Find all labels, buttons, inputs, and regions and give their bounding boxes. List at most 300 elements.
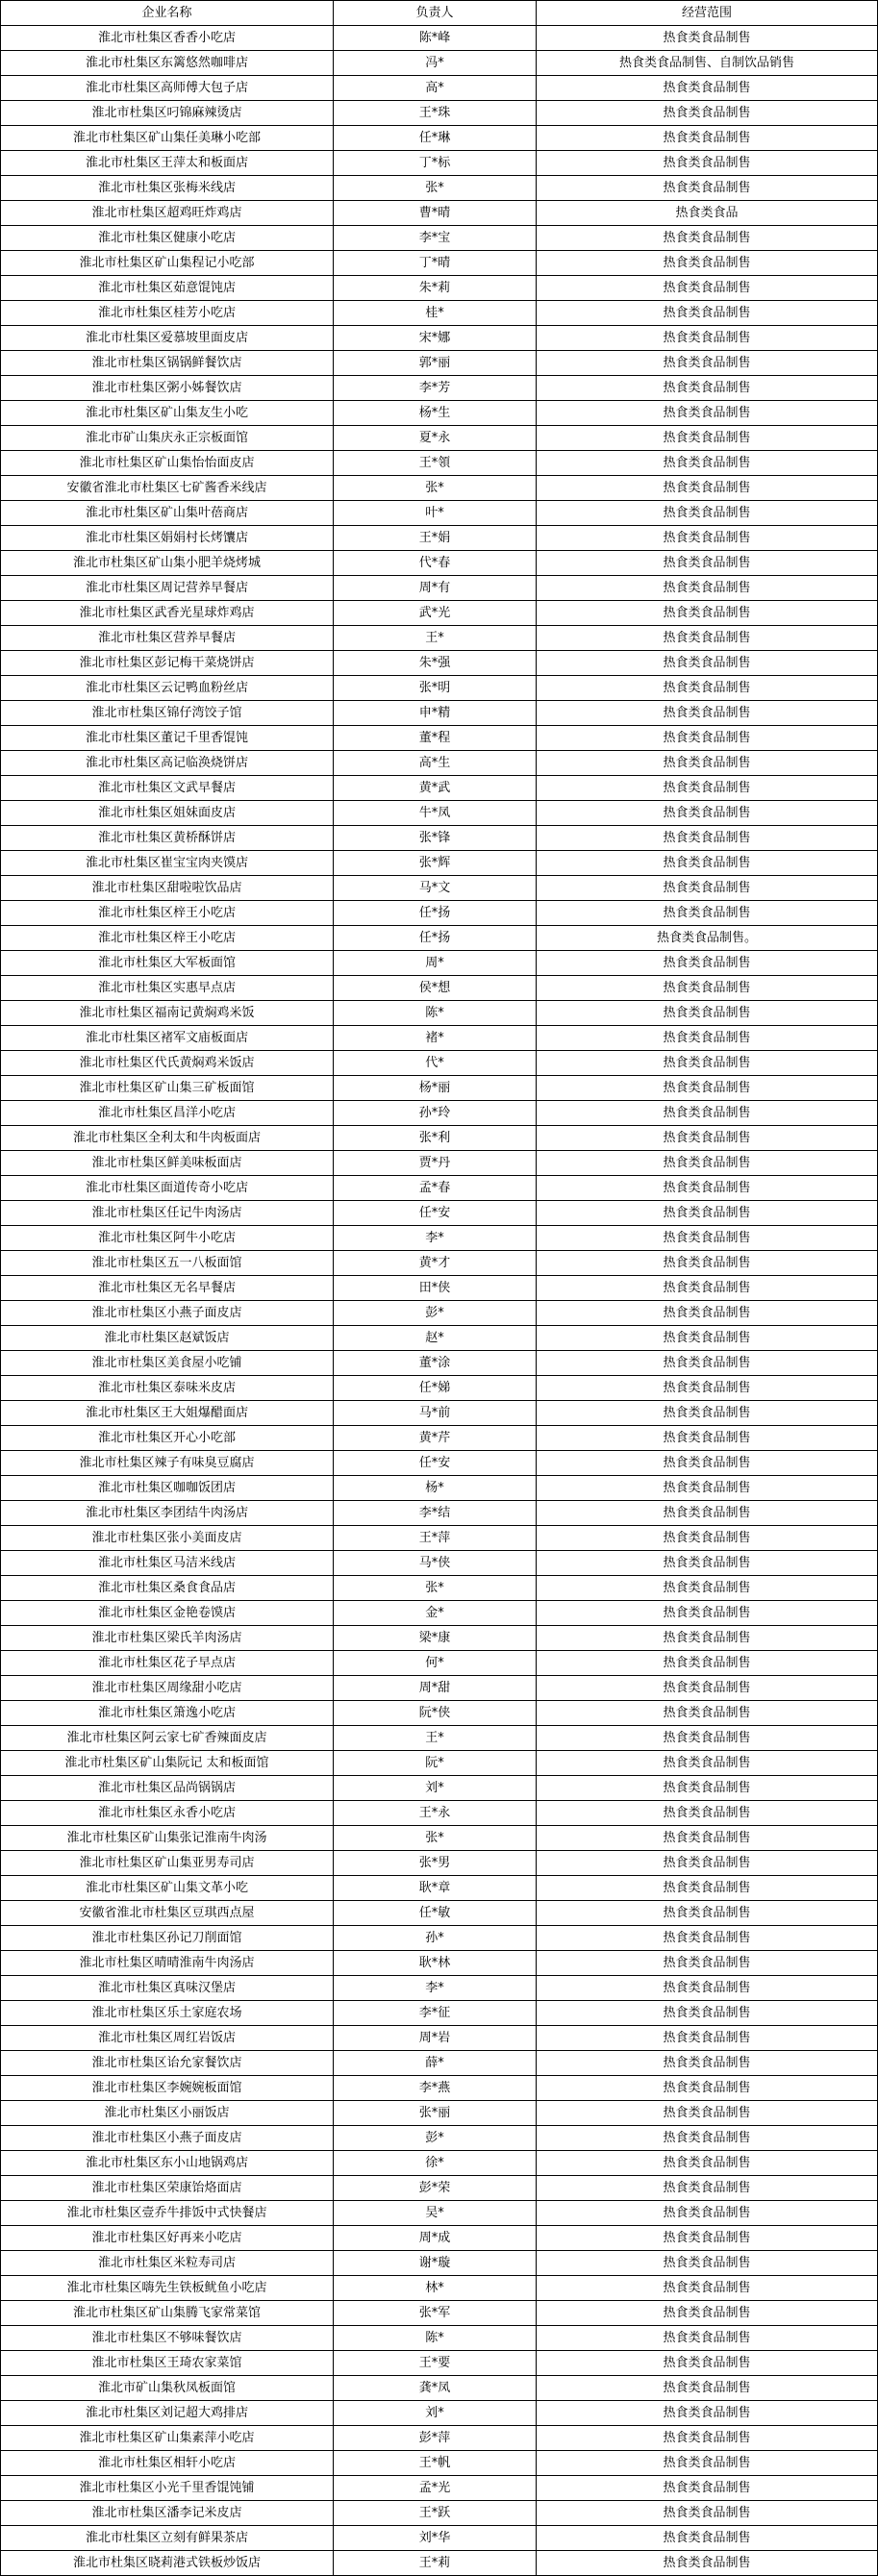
table-row [1,751,878,776]
business-scope-cell: 热食类食品制售 [537,2251,878,2276]
business-name-cell: 淮北市杜集区黄桥酥饼店 [1,826,334,851]
person-in-charge-cell: 彭* [334,2126,537,2151]
business-scope-cell: 热食类食品制售 [537,1051,878,1076]
business-scope-cell: 热食类食品制售 [537,2126,878,2151]
business-name-cell: 淮北市杜集区矿山集亚男寿司店 [1,1851,334,1876]
table-row [1,676,878,701]
table-row [1,226,878,251]
business-name-cell: 淮北市杜集区花子早点店 [1,1651,334,1676]
person-in-charge-cell: 李*宝 [334,226,537,251]
table-row [1,1801,878,1826]
header-person-in-charge: 负责人 [334,1,537,26]
table-row [1,1926,878,1951]
business-name-cell: 淮北市杜集区咖咖饭团店 [1,1476,334,1501]
person-in-charge-cell: 牛*凤 [334,801,537,826]
table-row [1,526,878,551]
business-name-cell: 淮北市杜集区董记千里香馄饨 [1,726,334,751]
business-scope-cell: 热食类食品制售 [537,1251,878,1276]
table-row [1,501,878,526]
table-row [1,1351,878,1376]
person-in-charge-cell: 王* [334,1726,537,1751]
table-row [1,376,878,401]
business-scope-cell: 热食类食品制售 [537,2376,878,2401]
business-scope-cell: 热食类食品制售 [537,826,878,851]
business-name-cell: 淮北市杜集区云记鸭血粉丝店 [1,676,334,701]
business-name-cell: 淮北市杜集区张小美面皮店 [1,1526,334,1551]
business-scope-cell: 热食类食品制售 [537,2051,878,2076]
person-in-charge-cell: 张*军 [334,2301,537,2326]
table-row [1,2376,878,2401]
business-name-cell: 淮北市杜集区晓莉港式铁板炒饭店 [1,2551,334,2576]
business-scope-cell: 热食类食品制售 [537,1751,878,1776]
person-in-charge-cell: 孟*春 [334,1176,537,1201]
table-row [1,326,878,351]
business-name-cell: 淮北市杜集区东篱悠然咖啡店 [1,51,334,76]
business-name-cell: 淮北市杜集区梓王小吃店 [1,901,334,926]
table-row [1,2251,878,2276]
business-name-cell: 淮北市矿山集庆永正宗板面馆 [1,426,334,451]
table-row [1,126,878,151]
person-in-charge-cell: 宋*娜 [334,326,537,351]
business-name-cell: 淮北市杜集区矿山集阮记 太和板面馆 [1,1751,334,1776]
business-name-cell: 淮北市杜集区周缘甜小吃店 [1,1676,334,1701]
person-in-charge-cell: 何* [334,1651,537,1676]
table-row [1,551,878,576]
person-in-charge-cell: 冯* [334,51,537,76]
table-row [1,1326,878,1351]
business-name-cell: 淮北市杜集区福南记黄焖鸡米饭 [1,1001,334,1026]
person-in-charge-cell: 侯*想 [334,976,537,1001]
business-name-cell: 淮北市杜集区崔宝宝肉夹馍店 [1,851,334,876]
business-name-cell: 淮北市杜集区阿云家七矿香辣面皮店 [1,1726,334,1751]
business-name-cell: 淮北市杜集区香香小吃店 [1,26,334,51]
person-in-charge-cell: 王*萍 [334,1526,537,1551]
business-scope-cell: 热食类食品制售 [537,1851,878,1876]
business-name-cell: 淮北市杜集区五一八板面馆 [1,1251,334,1276]
business-scope-cell: 热食类食品制售 [537,1901,878,1926]
table-row [1,1501,878,1526]
person-in-charge-cell: 任*扬 [334,926,537,951]
business-scope-cell: 热食类食品制售 [537,1351,878,1376]
table-row [1,626,878,651]
person-in-charge-cell: 贾*丹 [334,1151,537,1176]
person-in-charge-cell: 王* [334,626,537,651]
table-row [1,26,878,51]
business-scope-cell: 热食类食品制售 [537,1226,878,1251]
person-in-charge-cell: 马*文 [334,876,537,901]
business-name-cell: 淮北市杜集区矿山集腾飞家常菜馆 [1,2301,334,2326]
business-name-cell: 淮北市杜集区王琦农家菜馆 [1,2351,334,2376]
business-name-cell: 淮北市杜集区马洁米线店 [1,1551,334,1576]
header-business-scope: 经营范围 [537,1,878,26]
business-name-cell: 淮北市杜集区小燕子面皮店 [1,2126,334,2151]
business-scope-cell: 热食类食品制售 [537,1601,878,1626]
business-scope-cell: 热食类食品制售 [537,601,878,626]
business-scope-cell: 热食类食品制售 [537,1301,878,1326]
table-row [1,2326,878,2351]
business-scope-cell: 热食类食品制售 [537,1376,878,1401]
table-row [1,1126,878,1151]
person-in-charge-cell: 彭* [334,1301,537,1326]
business-scope-cell: 热食类食品制售 [537,351,878,376]
business-scope-cell: 热食类食品制售 [537,126,878,151]
business-name-cell: 淮北市杜集区实惠早点店 [1,976,334,1001]
business-scope-cell: 热食类食品制售 [537,1026,878,1051]
business-name-cell: 淮北市杜集区甜啦啦饮品店 [1,876,334,901]
business-scope-cell: 热食类食品制售 [537,2226,878,2251]
person-in-charge-cell: 杨*生 [334,401,537,426]
table-row [1,901,878,926]
table-row [1,201,878,226]
person-in-charge-cell: 金* [334,1601,537,1626]
business-name-cell: 淮北市杜集区李婉婉板面馆 [1,2076,334,2101]
business-scope-cell: 热食类食品制售 [537,2326,878,2351]
business-name-cell: 淮北市杜集区粥小姊餐饮店 [1,376,334,401]
business-scope-cell: 热食类食品制售 [537,1451,878,1476]
business-scope-cell: 热食类食品制售 [537,851,878,876]
business-scope-cell: 热食类食品制售 [537,1876,878,1901]
person-in-charge-cell: 申*精 [334,701,537,726]
business-scope-cell: 热食类食品制售 [537,2451,878,2476]
person-in-charge-cell: 黄*芹 [334,1426,537,1451]
person-in-charge-cell: 王*永 [334,1801,537,1826]
person-in-charge-cell: 耿*林 [334,1951,537,1976]
business-name-cell: 淮北市杜集区周红岩饭店 [1,2026,334,2051]
person-in-charge-cell: 林* [334,2276,537,2301]
person-in-charge-cell: 代* [334,1051,537,1076]
business-name-cell: 淮北市杜集区壹乔牛排饭中式快餐店 [1,2201,334,2226]
table-row [1,2076,878,2101]
business-scope-cell: 热食类食品制售 [537,376,878,401]
person-in-charge-cell: 李*燕 [334,2076,537,2101]
table-row [1,1876,878,1901]
business-name-cell: 淮北市杜集区矿山集张记淮南牛肉汤 [1,1826,334,1851]
person-in-charge-cell: 张*男 [334,1851,537,1876]
person-in-charge-cell: 张*辉 [334,851,537,876]
business-name-cell: 淮北市杜集区东小山地锅鸡店 [1,2151,334,2176]
business-name-cell: 淮北市杜集区永香小吃店 [1,1801,334,1826]
business-name-cell: 淮北市杜集区梁氏羊肉汤店 [1,1626,334,1651]
table-row [1,2151,878,2176]
business-scope-cell: 热食类食品制售 [537,976,878,1001]
person-in-charge-cell: 任*扬 [334,901,537,926]
table-row [1,2051,878,2076]
person-in-charge-cell: 任*安 [334,1201,537,1226]
business-name-cell: 淮北市杜集区小丽饭店 [1,2101,334,2126]
person-in-charge-cell: 杨* [334,1476,537,1501]
business-name-cell: 淮北市杜集区桑食食品店 [1,1576,334,1601]
table-row [1,926,878,951]
table-row [1,351,878,376]
business-name-cell: 淮北市杜集区嗨先生铁板鱿鱼小吃店 [1,2276,334,2301]
business-scope-cell: 热食类食品制售 [537,1401,878,1426]
table-row [1,76,878,101]
business-scope-cell: 热食类食品制售 [537,751,878,776]
business-scope-cell: 热食类食品制售 [537,626,878,651]
business-name-cell: 淮北市杜集区梓王小吃店 [1,926,334,951]
business-name-cell: 淮北市杜集区小光千里香馄饨铺 [1,2476,334,2501]
table-header-row [1,1,878,26]
business-name-cell: 淮北市杜集区锅锅鲜餐饮店 [1,351,334,376]
person-in-charge-cell: 任*琳 [334,126,537,151]
table-row [1,401,878,426]
business-name-cell: 淮北市杜集区赵斌饭店 [1,1326,334,1351]
business-name-cell: 淮北市杜集区不够味餐饮店 [1,2326,334,2351]
business-name-cell: 淮北市杜集区刘记超大鸡排店 [1,2401,334,2426]
business-scope-cell: 热食类食品制售 [537,2301,878,2326]
person-in-charge-cell: 吴* [334,2201,537,2226]
person-in-charge-cell: 梁*康 [334,1626,537,1651]
person-in-charge-cell: 周*甜 [334,1676,537,1701]
business-scope-cell: 热食类食品制售 [537,1151,878,1176]
table-row [1,2351,878,2376]
person-in-charge-cell: 薛* [334,2051,537,2076]
table-row [1,2001,878,2026]
business-scope-cell: 热食类食品制售 [537,1101,878,1126]
person-in-charge-cell: 彭*萍 [334,2426,537,2451]
business-scope-cell: 热食类食品制售 [537,226,878,251]
business-scope-cell: 热食类食品制售 [537,1426,878,1451]
business-name-cell: 淮北市杜集区褚军文庙板面店 [1,1026,334,1051]
table-row [1,1701,878,1726]
table-row [1,276,878,301]
table-row [1,1551,878,1576]
table-row [1,1751,878,1776]
person-in-charge-cell: 张* [334,1826,537,1851]
business-scope-cell: 热食类食品制售 [537,1551,878,1576]
business-scope-cell: 热食类食品制售 [537,251,878,276]
person-in-charge-cell: 陈* [334,1001,537,1026]
business-name-cell: 淮北市杜集区无名早餐店 [1,1276,334,1301]
person-in-charge-cell: 王*跃 [334,2501,537,2526]
table-row [1,2476,878,2501]
business-name-cell: 淮北市杜集区矿山集任美琳小吃部 [1,126,334,151]
person-in-charge-cell: 褚* [334,1026,537,1051]
business-name-cell: 淮北市杜集区矿山集小肥羊烧烤城 [1,551,334,576]
business-scope-cell: 热食类食品制售 [537,1176,878,1201]
business-scope-cell: 热食类食品制售 [537,1726,878,1751]
table-row [1,2226,878,2251]
table-row [1,851,878,876]
person-in-charge-cell: 孙* [334,1926,537,1951]
business-name-cell: 淮北市杜集区叼锦麻辣烫店 [1,101,334,126]
table-row [1,801,878,826]
business-name-cell: 淮北市杜集区小燕子面皮店 [1,1301,334,1326]
table-row [1,1476,878,1501]
table-row [1,51,878,76]
table-row [1,476,878,501]
business-scope-cell: 热食类食品制售 [537,2201,878,2226]
business-scope-cell: 热食类食品制售 [537,1701,878,1726]
business-scope-cell: 热食类食品制售 [537,426,878,451]
person-in-charge-cell: 夏*永 [334,426,537,451]
person-in-charge-cell: 代*春 [334,551,537,576]
business-scope-cell: 热食类食品制售 [537,1501,878,1526]
business-name-cell: 淮北市杜集区好再来小吃店 [1,2226,334,2251]
business-scope-cell: 热食类食品制售 [537,2526,878,2551]
business-scope-cell: 热食类食品制售 [537,526,878,551]
person-in-charge-cell: 李*芳 [334,376,537,401]
business-scope-cell: 热食类食品制售 [537,276,878,301]
business-name-cell: 淮北市杜集区任记牛肉汤店 [1,1201,334,1226]
table-row [1,701,878,726]
person-in-charge-cell: 朱*莉 [334,276,537,301]
business-scope-cell: 热食类食品制售 [537,476,878,501]
person-in-charge-cell: 张* [334,476,537,501]
business-name-cell: 淮北市杜集区美食屋小吃铺 [1,1351,334,1376]
business-name-cell: 淮北市杜集区张梅米线店 [1,176,334,201]
business-name-cell: 淮北市杜集区矿山集三矿板面馆 [1,1076,334,1101]
table-row [1,1251,878,1276]
business-name-cell: 淮北市矿山集秋凤板面馆 [1,2376,334,2401]
business-name-cell: 淮北市杜集区文武早餐店 [1,776,334,801]
table-row [1,1026,878,1051]
person-in-charge-cell: 黄*武 [334,776,537,801]
business-scope-cell: 热食类食品制售 [537,2501,878,2526]
person-in-charge-cell: 陈* [334,2326,537,2351]
business-scope-cell: 热食类食品制售 [537,2076,878,2101]
business-name-cell: 淮北市杜集区金艳卷馍店 [1,1601,334,1626]
business-scope-cell: 热食类食品制售 [537,301,878,326]
business-name-cell: 淮北市杜集区泰味米皮店 [1,1376,334,1401]
table-row [1,2101,878,2126]
business-scope-cell: 热食类食品制售 [537,101,878,126]
business-scope-cell: 热食类食品制售 [537,1476,878,1501]
business-scope-cell: 热食类食品制售 [537,451,878,476]
table-row [1,2301,878,2326]
business-scope-cell: 热食类食品制售 [537,2176,878,2201]
table-row [1,726,878,751]
business-scope-cell: 热食类食品制售 [537,151,878,176]
business-scope-cell: 热食类食品制售 [537,576,878,601]
table-row [1,2276,878,2301]
table-row [1,1401,878,1426]
person-in-charge-cell: 周*有 [334,576,537,601]
business-scope-cell: 热食类食品制售 [537,776,878,801]
table-row [1,1851,878,1876]
table-row [1,776,878,801]
table-row [1,451,878,476]
person-in-charge-cell: 张* [334,1576,537,1601]
business-scope-cell: 热食类食品制售 [537,1201,878,1226]
business-name-cell: 淮北市杜集区乐土家庭农场 [1,2001,334,2026]
business-name-cell: 淮北市杜集区超鸡旺炸鸡店 [1,201,334,226]
business-scope-cell: 热食类食品制售 [537,2276,878,2301]
person-in-charge-cell: 刘* [334,2401,537,2426]
person-in-charge-cell: 王*要 [334,2351,537,2376]
person-in-charge-cell: 马*前 [334,1401,537,1426]
business-scope-cell: 热食类食品制售 [537,2551,878,2576]
business-name-cell: 淮北市杜集区荣康饴烙面店 [1,2176,334,2201]
business-scope-cell: 热食类食品制售 [537,1951,878,1976]
table-row [1,1426,878,1451]
business-name-cell: 淮北市杜集区品尚锅锅店 [1,1776,334,1801]
business-name-cell: 淮北市杜集区王萍太和板面店 [1,151,334,176]
person-in-charge-cell: 桂* [334,301,537,326]
business-name-cell: 安徽省淮北市杜集区豆琪西点屋 [1,1901,334,1926]
business-scope-cell: 热食类食品制售 [537,2351,878,2376]
person-in-charge-cell: 张*利 [334,1126,537,1151]
person-in-charge-cell: 王*珠 [334,101,537,126]
person-in-charge-cell: 武*光 [334,601,537,626]
table-row [1,2426,878,2451]
business-scope-cell: 热食类食品制售 [537,551,878,576]
business-name-cell: 淮北市杜集区昌洋小吃店 [1,1101,334,1126]
business-name-cell: 淮北市杜集区代氏黄焖鸡米饭店 [1,1051,334,1076]
person-in-charge-cell: 张*明 [334,676,537,701]
person-in-charge-cell: 张*丽 [334,2101,537,2126]
business-scope-cell: 热食类食品制售 [537,901,878,926]
person-in-charge-cell: 李*结 [334,1501,537,1526]
table-row [1,101,878,126]
business-name-cell: 淮北市杜集区彭记梅干菜烧饼店 [1,651,334,676]
person-in-charge-cell: 刘*华 [334,2526,537,2551]
table-row [1,576,878,601]
table-row [1,1076,878,1101]
person-in-charge-cell: 杨*丽 [334,1076,537,1101]
table-row [1,2451,878,2476]
business-scope-cell: 热食类食品制售 [537,501,878,526]
table-row [1,1776,878,1801]
business-name-cell: 淮北市杜集区营养早餐店 [1,626,334,651]
person-in-charge-cell: 徐* [334,2151,537,2176]
table-row [1,1976,878,2001]
table-row [1,651,878,676]
table-row [1,1051,878,1076]
business-scope-cell: 热食类食品制售 [537,76,878,101]
table-row [1,1226,878,1251]
business-scope-cell: 热食类食品制售 [537,876,878,901]
person-in-charge-cell: 董*程 [334,726,537,751]
person-in-charge-cell: 田*侠 [334,1276,537,1301]
business-scope-cell: 热食类食品制售 [537,1576,878,1601]
table-row [1,1626,878,1651]
person-in-charge-cell: 高*生 [334,751,537,776]
person-in-charge-cell: 李*征 [334,2001,537,2026]
table-body [1,26,878,2576]
person-in-charge-cell: 曹*晴 [334,201,537,226]
business-scope-cell: 热食类食品制售 [537,2151,878,2176]
person-in-charge-cell: 孟*光 [334,2476,537,2501]
table-row [1,2026,878,2051]
business-scope-cell: 热食类食品制售。 [537,926,878,951]
table-row [1,951,878,976]
person-in-charge-cell: 郭*丽 [334,351,537,376]
person-in-charge-cell: 张* [334,176,537,201]
person-in-charge-cell: 周* [334,951,537,976]
business-scope-cell: 热食类食品制售 [537,2476,878,2501]
table-row [1,2551,878,2576]
table-row [1,1201,878,1226]
table-row [1,1901,878,1926]
table-row [1,2526,878,2551]
table-row [1,1951,878,1976]
business-scope-cell: 热食类食品制售 [537,326,878,351]
table-row [1,601,878,626]
person-in-charge-cell: 陈*峰 [334,26,537,51]
table-row [1,1576,878,1601]
table-row [1,151,878,176]
business-name-cell: 淮北市杜集区诒允家餐饮店 [1,2051,334,2076]
business-name-cell: 淮北市杜集区桂芳小吃店 [1,301,334,326]
business-name-cell: 淮北市杜集区鲜美味板面店 [1,1151,334,1176]
business-name-cell: 淮北市杜集区娟娟村长烤馕店 [1,526,334,551]
business-scope-cell: 热食类食品制售 [537,676,878,701]
business-scope-cell: 热食类食品制售 [537,1076,878,1101]
person-in-charge-cell: 王*莉 [334,2551,537,2576]
business-name-cell: 淮北市杜集区茹意馄饨店 [1,276,334,301]
table-row [1,826,878,851]
